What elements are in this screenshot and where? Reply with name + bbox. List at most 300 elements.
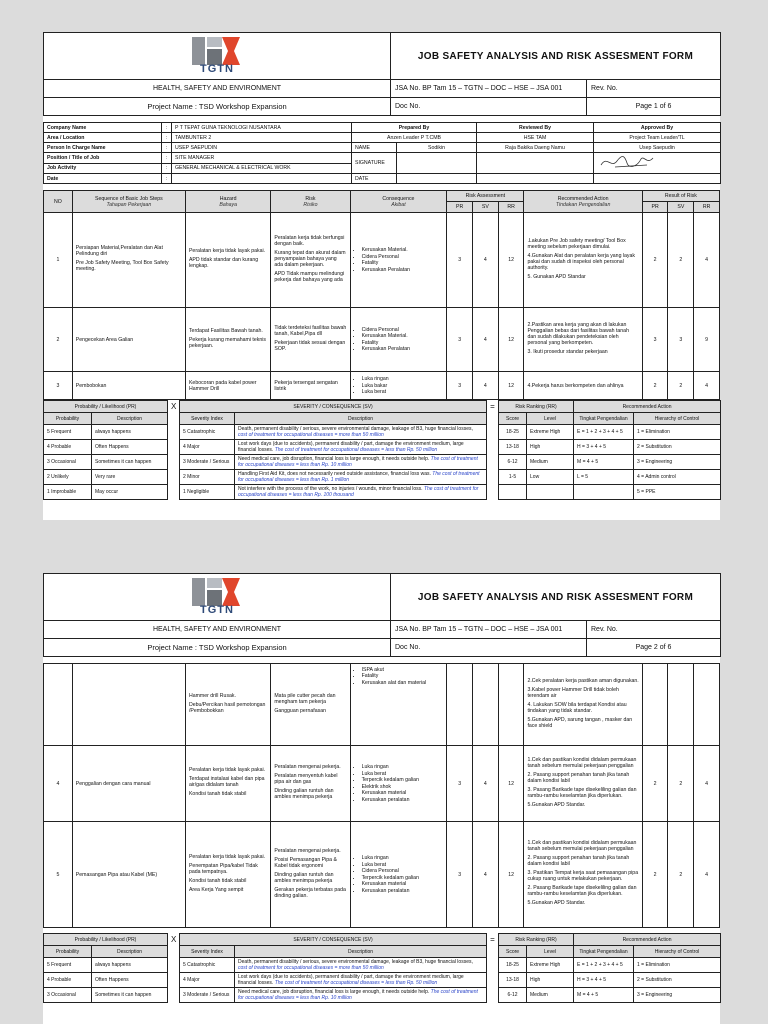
pic-label: Person In Charge Name — [44, 143, 162, 153]
prob-desc: Sometimes it can happen — [92, 988, 168, 1003]
sev-title: SEVERITY / CONSEQUENCE (SV) — [180, 934, 487, 946]
cons-item: • Kerusakan peralatan — [362, 888, 444, 894]
reviewed-role: HSE TAM — [477, 133, 594, 143]
hazard-text: Debu/Percikan hasil pemotongan /Pembobokkan — [188, 701, 266, 714]
sev-desc-text: Death, permanent disability / serious, severe environmental damage, leakage of B3, huge financial losses, — [238, 426, 473, 432]
cons-item: • Terpercik kedalam galian — [362, 777, 444, 783]
table-row — [44, 664, 720, 746]
legend-table — [43, 400, 721, 500]
sev-desc-cost: The cost of treatment for occupational diseases = less than Rp. 10 million — [238, 456, 478, 468]
cons-item: • Fatality — [362, 260, 444, 266]
form-title: JOB SAFETY ANALYSIS AND RISK ASSESMENT FORM — [391, 574, 721, 621]
sev-desc-cost: The cost of treatment for occupational diseases = less than Rp. 50 million — [274, 447, 438, 453]
prepared-role: Anzen Leader P T.CMB — [352, 133, 477, 143]
hazard-text: Kondisi tanah tidak stabil — [188, 877, 247, 884]
cons-item: • Kerusakan Peralatan — [362, 346, 444, 352]
prob-value: 5 Frequent — [44, 425, 92, 440]
risk-text: APD Tidak mampu melindungi pekerja dari bahaya yang ada — [274, 270, 345, 283]
rr-title: Risk Ranking (RR) — [499, 934, 574, 946]
cons-cell — [350, 372, 447, 400]
signature-prepared — [397, 153, 477, 174]
risk-text: Peralatan kerja tidak berfungsi dengan baik. — [274, 234, 345, 247]
sev-desc-cost: The cost of treatment for occupational diseases = less than Rp. 1 million — [238, 471, 480, 483]
company-label: Company Name — [44, 123, 162, 133]
level-header: Level — [527, 413, 574, 425]
col-risk — [271, 191, 350, 213]
result-pr: 2 — [642, 746, 668, 822]
cons-item: • Kerusakan peralatan — [362, 797, 444, 803]
hazard-text: Hammer drill Rusak. — [188, 692, 236, 699]
doc-number: Doc No. — [391, 639, 587, 657]
col-rec-label: Recommended Action — [557, 195, 609, 202]
rec-cell — [524, 213, 642, 308]
hierarchy-header: Hierarchy of Control — [634, 413, 721, 425]
area-label: Area / Location — [44, 133, 162, 143]
result-sv: 2 — [668, 213, 694, 308]
logo-mark-icon — [192, 578, 240, 606]
col-sv: SV — [668, 202, 694, 213]
sev-desc-text: Not interfere with the process of the work, no injuries / wounds, minor financial loss. — [238, 486, 423, 492]
level-value: Extreme High — [527, 425, 574, 440]
sev-desc-text: Death, permanent disability / serious, severe environmental damage, leakage of B3, huge financial losses, — [238, 959, 473, 965]
rr-value: 12 — [498, 822, 524, 928]
sev-desc-text: Need medical care, job disruption, financial loss is large enough, it needs outside help. — [238, 456, 430, 462]
rec-text: 2. Pasang support penahan tanah jika tanah dalam kondisi labil — [527, 771, 630, 784]
table-row — [44, 746, 720, 822]
rec-text: 4. Lakukan SOW bila terdapat Kondisi atau tindakan yang tidak standar. — [527, 701, 627, 714]
prob-desc: always happens — [92, 425, 168, 440]
rec-text: 2.Pastikan area kerja yang akan di lakukan Penggalian bebas dari fasilitas bawah tanah dan sudah dilakukan pendeteksian oleh personal yang berkompeten. — [527, 321, 629, 346]
probability-header: Probability — [44, 413, 92, 425]
rec-text: 2. Pasang Barikade tape disekeliling galian dan rambu-rambu keselamtan jika diperlukan. — [527, 885, 637, 897]
hazard-cell: Kebocoran pada kabel power Hammer Drill — [185, 372, 270, 400]
row-no — [44, 664, 73, 746]
sev-desc — [235, 425, 487, 440]
rec-text: 2. Pasang support penahan tanah jika tanah dalam kondisi labil — [527, 855, 630, 867]
seq-cell: Pengecekan Area Galian — [72, 308, 185, 372]
col-hazard-sub: Bahaya — [219, 201, 237, 208]
rec-text: 2.Cek peralatan kerja pastikan aman digunakan. — [527, 677, 639, 684]
risk-cell — [271, 213, 350, 308]
seq-cell — [72, 664, 185, 746]
sv-value: 4 — [473, 822, 499, 928]
tingkat-value: E = 1 + 2 + 3 + 4 + 5 — [574, 425, 634, 440]
rec-text: 4.Gunakan Alat dan peralatan kerja yang layak pakai dan sudah di inspeksi oleh personal authority. — [527, 252, 636, 271]
tingkat-value: M = 4 + 5 — [574, 988, 634, 1003]
sev-desc-text: Lost work days (due to accidents), permanent disability / part, damage the environment medium, large financial losses. — [238, 974, 464, 986]
sev-desc — [235, 485, 487, 500]
result-sv — [668, 664, 694, 746]
severity-index-header: Severity Index — [180, 946, 235, 958]
hazard-cell — [185, 664, 270, 746]
score-value: 18-25 — [499, 425, 527, 440]
rec-text: .Lakukan Pre Job safety meeting/ Tool Box meeting sebelum pekerjaan dimulai. — [527, 237, 626, 250]
hazard-text: Penempatan Pipa/kabel Tidak pada tempatnya. — [188, 862, 258, 875]
rec-text: 3.Kabel power Hammer Drill tidak boleh terendam air — [527, 686, 619, 699]
sev-value: 1 Negligible — [180, 485, 235, 500]
risk-text: Pekerjaan tidak sesuai dengan SOP. — [274, 339, 346, 352]
rec-text: 1.Cek dan pastikan kondisi didalam permukaan tanah sebelum memulai pekerjaan penggalian — [527, 756, 637, 769]
legend-row — [44, 973, 721, 988]
hazard-text: Area Kerja Yang sempit — [188, 886, 244, 893]
prepared-by-label: Prepared By — [352, 123, 477, 133]
equals-sign: = — [487, 934, 499, 1003]
sev-desc-cost: The cost of treatment for occupational diseases = less than Rp. 100 thousand — [238, 486, 479, 498]
colon: : — [162, 163, 172, 174]
hazard-text: Peralatan kerja tidak layak pakai. — [188, 767, 266, 773]
sev-desc — [235, 470, 487, 485]
rec-cell — [524, 746, 642, 822]
sev-value: 2 Minor — [180, 470, 235, 485]
approved-name: Usep Saepudin — [594, 143, 721, 153]
seq-cell: Pembobokan — [72, 372, 185, 400]
risk-cell — [271, 664, 350, 746]
approved-by-label: Approved By — [594, 123, 721, 133]
risk-cell — [271, 746, 350, 822]
risk-text: Kurang tepat dan akurat dalam penyampaian bahaya yang ada dalam pekerjaan. — [274, 249, 346, 268]
table-row — [44, 822, 720, 928]
tingkat-value — [574, 485, 634, 500]
severity-index-header: Severity Index — [180, 413, 235, 425]
page-number: Page 1 of 6 — [587, 98, 721, 116]
risk-text: Gerakan pekerja terbatas pada dinding galian. — [274, 886, 346, 899]
rec-text: 5.Gunakan APD Standar. — [527, 801, 586, 808]
rec-title: Recommended Action — [574, 934, 721, 946]
col-rec — [524, 191, 642, 213]
sev-value: 4 Major — [180, 440, 235, 455]
level-value: High — [527, 440, 574, 455]
cons-item: • Kerusakan Peralatan — [362, 267, 444, 273]
sev-desc-cost: cost of treatment for occupational diseases = more than 50 million — [238, 965, 384, 971]
result-rr: 4 — [694, 372, 720, 400]
page-number: Page 2 of 6 — [587, 639, 721, 657]
col-rr: RR — [498, 202, 524, 213]
sv-value: 4 — [473, 746, 499, 822]
risk-text: Peralatan mengenai pekerja. — [274, 847, 341, 854]
hierarchy-value: 3 = Engineering — [634, 455, 721, 470]
hierarchy-value: 4 = Admin control — [634, 470, 721, 485]
hazard-text: Pekerja kurang memahami teknis pekerjaan. — [188, 336, 266, 349]
tingkat-value: E = 1 + 2 + 3 + 4 + 5 — [574, 958, 634, 973]
hierarchy-value: 3 = Engineering — [634, 988, 721, 1003]
level-value: Medium — [527, 988, 574, 1003]
rr-value: 12 — [498, 308, 524, 372]
score-value: 13-18 — [499, 973, 527, 988]
result-rr: 9 — [694, 308, 720, 372]
rr-value: 12 — [498, 213, 524, 308]
sev-desc — [235, 440, 487, 455]
pr-value — [447, 664, 473, 746]
cons-cell — [350, 213, 447, 308]
col-pr: PR — [642, 202, 668, 213]
rec-cell: 4.Pekerja harus berkompeten dan ahlinya — [524, 372, 642, 400]
jsa-table-continued — [43, 663, 720, 928]
colon: : — [162, 123, 172, 133]
result-pr — [642, 664, 668, 746]
sev-title: SEVERITY / CONSEQUENCE (SV) — [180, 401, 487, 413]
risk-text: Dinding galian runtuh dan ambles menimpa pekerja — [274, 788, 334, 800]
date-label-2: DATE — [352, 174, 397, 184]
rec-text: 3. Ikuti prosedur standar pekerjaan — [527, 348, 608, 355]
col-hazard-label: Hazard — [219, 195, 237, 202]
legend-row — [44, 470, 721, 485]
form-page-2 — [43, 573, 720, 1024]
row-no: 5 — [44, 822, 73, 928]
col-seq-sub: Tahapan Pekerjaan — [106, 201, 152, 208]
seq-text: Pre Job Safety Meeting, Tool Box Safety meeting. — [75, 260, 169, 272]
cons-item: • Luka berat — [362, 389, 444, 395]
col-cons — [350, 191, 447, 213]
tingkat-value: M = 4 + 5 — [574, 455, 634, 470]
hazard-text: Peralatan kerja tidak layak pakai. — [188, 853, 266, 860]
prob-value: 4 Probable — [44, 973, 92, 988]
result-sv: 2 — [668, 372, 694, 400]
result-pr: 2 — [642, 822, 668, 928]
rr-title: Risk Ranking (RR) — [499, 401, 574, 413]
col-risk-sub: Risiko — [303, 201, 318, 208]
project-name: Project Name : TSD Workshop Expansion — [44, 98, 391, 116]
cons-item: • Luka berat — [362, 771, 444, 777]
sev-value: 4 Major — [180, 973, 235, 988]
cons-item: • Kerusakan Material. — [362, 247, 444, 253]
table-row — [44, 213, 720, 308]
legend-row — [44, 455, 721, 470]
pr-value: 3 — [447, 746, 473, 822]
hazard-cell — [185, 746, 270, 822]
hazard-text: Peralatan kerja tidak layak pakai. — [188, 248, 266, 254]
form-header — [43, 32, 721, 116]
risk-cell: Pekerja tersengat sengatan listrik — [271, 372, 350, 400]
pic-value: USEP SAEPUDIN — [172, 143, 352, 153]
hazard-cell — [185, 308, 270, 372]
col-sv: SV — [473, 202, 499, 213]
rev-number: Rev. No. — [587, 80, 721, 98]
date-cell — [477, 174, 594, 184]
sv-value: 4 — [473, 308, 499, 372]
col-rec-sub: Tindakan Pengendalian — [555, 201, 611, 208]
logo-mark-icon — [192, 37, 240, 65]
prob-desc: May occur — [92, 485, 168, 500]
pr-value: 3 — [447, 822, 473, 928]
colon: : — [162, 174, 172, 184]
hazard-text: Kondisi tanah tidak stabil — [188, 791, 247, 797]
risk-cell — [271, 822, 350, 928]
doc-number: Doc No. — [391, 98, 587, 116]
risk-text: Peralatan menyentuh kabel pipa air dan gas — [274, 773, 338, 785]
seq-cell — [72, 213, 185, 308]
cons-item: • Luka bakar — [362, 383, 444, 389]
signature-icon — [597, 153, 657, 171]
rec-cell — [524, 308, 642, 372]
prob-title: Probability / Likelihood (PR) — [44, 934, 168, 946]
signature-reviewed — [477, 153, 594, 174]
prob-desc: Often Happens — [92, 973, 168, 988]
description2-header: Description — [235, 413, 487, 425]
sev-value: 5 Catastrophic — [180, 958, 235, 973]
sev-desc — [235, 455, 487, 470]
result-rr: 4 — [694, 822, 720, 928]
equals-sign: = — [487, 401, 499, 500]
date-cell — [397, 174, 477, 184]
colon: : — [162, 133, 172, 143]
result-pr: 2 — [642, 213, 668, 308]
sev-value: 5 Catastrophic — [180, 425, 235, 440]
cons-item: • Luka berat — [362, 862, 444, 868]
result-sv: 3 — [668, 308, 694, 372]
position-label: Position / Title of Job — [44, 153, 162, 164]
tgtn-logo — [172, 576, 262, 616]
col-risk-assessment: Risk Assessment — [447, 191, 524, 202]
legend-row — [44, 485, 721, 500]
row-no: 3 — [44, 372, 73, 400]
logo-cell — [44, 574, 391, 621]
hazard-text: Terdapat instalasi kabel dan pipa air/gas didalam tanah — [188, 776, 265, 788]
cons-item: • ISPA akut — [362, 667, 444, 673]
rec-text: 3. Pasang Barikade tape disekeliling galian dan rambu-rambu keselamtan jika diperlukan. — [527, 786, 637, 799]
hierarchy-value: 2 = Substitution — [634, 973, 721, 988]
col-pr: PR — [447, 202, 473, 213]
score-header: Score — [499, 946, 527, 958]
jsa-number: JSA No. BP Tam 15 – TGTN – DOC – HSE – JSA 001 — [391, 80, 587, 98]
tgtn-logo — [172, 35, 262, 75]
risk-text: Tidak terdeteksi fasilitas bawah tanah, Kabel,Pipa dll — [274, 324, 347, 337]
rr-value — [498, 664, 524, 746]
tingkat-value: H = 3 + 4 + 5 — [574, 440, 634, 455]
jsa-number: JSA No. BP Tam 15 – TGTN – DOC – HSE – JSA 001 — [391, 621, 587, 639]
level-value — [527, 485, 574, 500]
prob-value: 2 Unlikely — [44, 470, 92, 485]
sev-desc — [235, 988, 487, 1003]
col-rr: RR — [694, 202, 720, 213]
prob-title: Probability / Likelihood (PR) — [44, 401, 168, 413]
col-result: Result of Risk — [642, 191, 719, 202]
signature-label: SIGNATURE — [352, 153, 397, 174]
tingkat-header: Tingkat Pengendalian — [574, 413, 634, 425]
rec-text: 5. Gunakan APD Standar — [527, 273, 586, 280]
form-header — [43, 573, 721, 657]
prob-value: 4 Probable — [44, 440, 92, 455]
col-no: NO — [44, 191, 73, 213]
col-seq-label: Sequence of Basic Job Steps — [94, 195, 163, 202]
cons-cell — [350, 308, 447, 372]
score-value: 13-18 — [499, 440, 527, 455]
prob-value: 3 Occasional — [44, 988, 92, 1003]
description-header: Description — [92, 946, 168, 958]
sev-value: 3 Moderate / Serious — [180, 455, 235, 470]
seq-text: Persiapan Material,Peralatan dan Alat Pelindung diri — [75, 245, 163, 257]
seq-cell: Pemasangan Pipa atau Kabel (ME) — [72, 822, 185, 928]
result-sv: 2 — [668, 746, 694, 822]
probability-header: Probability — [44, 946, 92, 958]
result-pr: 2 — [642, 372, 668, 400]
legend-table — [43, 933, 721, 1003]
table-row — [44, 372, 720, 400]
hierarchy-value: 1 = Elimination — [634, 958, 721, 973]
jsa-table — [43, 190, 720, 400]
reviewed-by-label: Reviewed By — [477, 123, 594, 133]
level-value: Low — [527, 470, 574, 485]
sev-value: 3 Moderate / Serious — [180, 988, 235, 1003]
tingkat-header: Tingkat Pengendalian — [574, 946, 634, 958]
cons-item: • Elektrik shok — [362, 784, 444, 790]
row-no: 1 — [44, 213, 73, 308]
prob-value: 5 Frequent — [44, 958, 92, 973]
rec-cell — [524, 664, 642, 746]
tingkat-value: L = 5 — [574, 470, 634, 485]
hierarchy-value: 2 = Substitution — [634, 440, 721, 455]
prob-desc: Very rare — [92, 470, 168, 485]
score-value: 1-5 — [499, 470, 527, 485]
result-pr: 3 — [642, 308, 668, 372]
cons-item: • Kerusakan material — [362, 790, 444, 796]
rev-number: Rev. No. — [587, 621, 721, 639]
name-label: NAME — [352, 143, 397, 153]
sev-desc-cost: cost of treatment for occupational diseases = more than 50 million — [238, 432, 384, 438]
logo-cell — [44, 33, 391, 80]
times-sign: X — [168, 934, 180, 1003]
project-name: Project Name : TSD Workshop Expansion — [44, 639, 391, 657]
sev-desc-text: Lost work days (due to accidents), permanent disability / part, damage the environment medium, large financial losses. — [238, 441, 464, 453]
risk-text: Mata pile cutter pecah dan mengham tam pekerja — [274, 692, 336, 705]
score-value: 6-12 — [499, 455, 527, 470]
sv-value: 4 — [473, 372, 499, 400]
sev-desc-text: Need medical care, job disruption, financial loss is large enough, it needs outside help. — [238, 989, 430, 995]
approved-role: Project Team Leader/TL — [594, 133, 721, 143]
prob-desc: Sometimes it can happen — [92, 455, 168, 470]
colon: : — [162, 153, 172, 164]
prob-value: 1 Improbable — [44, 485, 92, 500]
cons-item: • Luka ringan — [362, 764, 444, 770]
activity-value: GENERAL MECHANICAL & ELECTRICAL WORK — [172, 163, 352, 174]
prob-desc: always happens — [92, 958, 168, 973]
rec-title: Recommended Action — [574, 401, 721, 413]
legend-row — [44, 988, 721, 1003]
rec-text: 3. Pastikan Tempat kerja saat pemasangan pipa cukup ruang untuk melakukan pekerjaan. — [527, 870, 639, 882]
description-header: Description — [92, 413, 168, 425]
prob-desc: Often Happens — [92, 440, 168, 455]
rr-value: 12 — [498, 746, 524, 822]
colon: : — [162, 143, 172, 153]
sev-desc — [235, 973, 487, 988]
job-info-table — [43, 122, 721, 184]
rec-cell — [524, 822, 642, 928]
position-value: SITE MANAGER — [172, 153, 352, 164]
risk-text: Posisi Pemasangan Pipa & Kabel tidak ergonomi — [274, 856, 337, 869]
legend-row — [44, 958, 721, 973]
hierarchy-header: Hierarchy of Control — [634, 946, 721, 958]
logo-text: TGTN — [200, 63, 234, 75]
level-value: Medium — [527, 455, 574, 470]
cons-item: • Cidera Personal — [362, 254, 444, 260]
tingkat-value: H = 3 + 4 + 5 — [574, 973, 634, 988]
rr-value: 12 — [498, 372, 524, 400]
seq-cell: Penggalian dengan cara manual — [72, 746, 185, 822]
hazard-text: Terdapat Fasilitas Bawah tanah. — [188, 327, 263, 334]
col-cons-label: Consequence — [382, 195, 415, 202]
date-value — [172, 174, 352, 184]
cons-cell — [350, 822, 447, 928]
row-no: 2 — [44, 308, 73, 372]
pr-value: 3 — [447, 372, 473, 400]
cons-item: • Kerusakan material — [362, 881, 444, 887]
cons-cell — [350, 664, 447, 746]
col-hazard — [185, 191, 270, 213]
sv-value: 4 — [473, 213, 499, 308]
result-rr: 4 — [694, 213, 720, 308]
risk-text: Gangguan pernafasan — [274, 707, 326, 714]
activity-label: Job Activity — [44, 163, 162, 174]
rec-text: 1.Cek dan pastikan kondisi didalam permukaan tanah sebelum memulai pekerjaan penggalian — [527, 840, 637, 852]
